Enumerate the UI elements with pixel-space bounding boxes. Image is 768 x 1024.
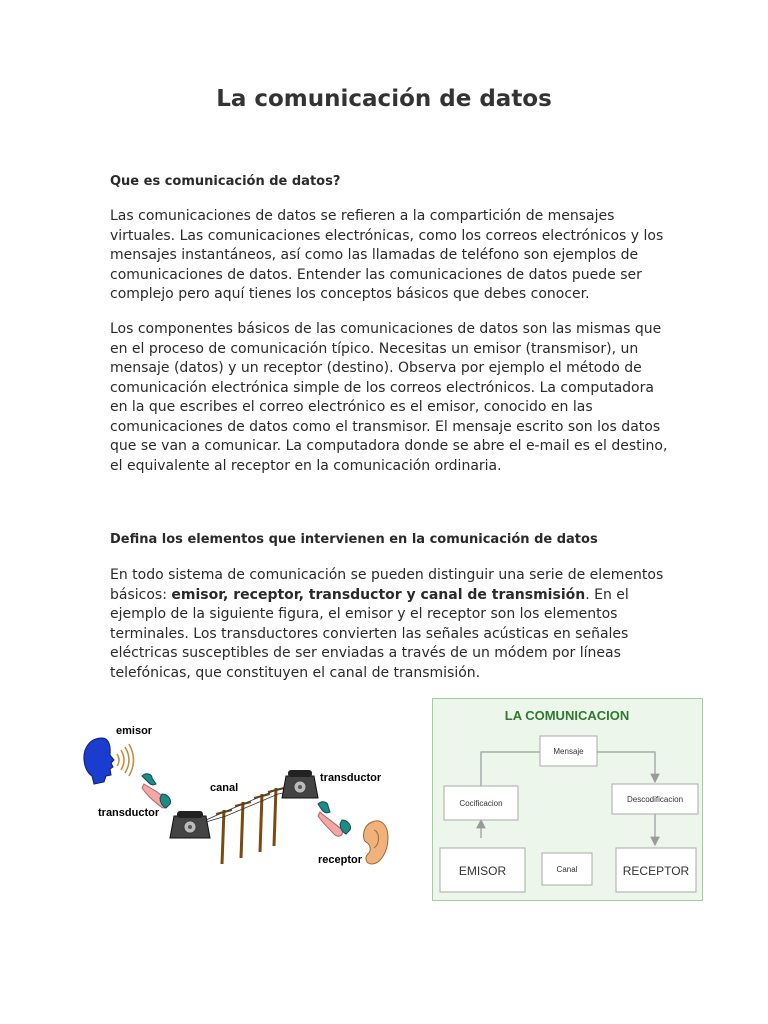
telephone-poles-icon (222, 788, 276, 864)
section-heading-what-is: Que es comunicación de datos? (110, 174, 341, 189)
paragraph-definition: Las comunicaciones de datos se refieren a la compartición de mensajes virtuales. Las comunicaciones electrónicas, como los correos electrónicos y los mensajes instantáneos, así como las llamadas de teléfono son ejemplos de comunicaciones de datos. Entender las comunicaciones de datos puede ser complejo pero aquí tienes los conceptos básicos que debes conocer. (110, 208, 664, 302)
label-receptor: receptor (318, 854, 363, 866)
paragraph-elements-intro: En todo sistema de comunicación se pueden distinguir una serie de elementos básicos: (110, 567, 664, 603)
right-handset-icon (318, 802, 351, 836)
left-telephone-icon (170, 811, 210, 838)
label-transductor-right: transductor (320, 772, 382, 784)
left-handset-icon (142, 774, 171, 808)
diagram-title: LA COMUNICACION (504, 708, 630, 723)
label-emisor: emisor (116, 725, 153, 737)
document-title: La comunicación de datos (216, 86, 552, 112)
box-canal-label: Canal (556, 865, 578, 874)
box-codificacion-label: Cocificacion (459, 799, 503, 808)
label-canal: canal (210, 782, 239, 794)
sound-waves-icon (117, 744, 134, 776)
paragraph-elements-rest: . En el ejemplo de la siguiente figura, el emisor y el receptor son los elementos terminales. Los transductores convierten las señales acústicas en señales eléctricas susceptibles de ser enviadas a través de un módem por líneas telefónicas, que constituyen el canal de transmisión. (110, 586, 629, 681)
paragraph-elements (110, 566, 670, 683)
section-heading-elements: Defina los elementos que intervienen en la comunicación de datos (110, 532, 598, 547)
box-emisor-label: EMISOR (458, 864, 507, 878)
box-descodificacion-label: Descodificacion (626, 795, 684, 804)
communication-diagram (432, 698, 703, 901)
paragraph-elements-bold: emisor, receptor, transductor y canal de transmisión (171, 586, 586, 603)
right-telephone-icon (282, 770, 318, 798)
receptor-ear-icon (364, 821, 388, 864)
box-receptor-label: RECEPTOR (622, 864, 690, 878)
emisor-head-icon (84, 738, 114, 784)
paragraph-components: Los componentes básicos de las comunicaciones de datos son las mismas que en el proceso de comunicación típico. Necesitas un emisor (transmisor), un mensaje (datos) y un receptor (destino). Observa por ejemplo el método de comunicación electrónica simple de los correos electrónicos. La computadora en la que escribes el correo electrónico es el emisor, conocido en las comunicaciones de datos como el transmisor. El mensaje escrito son los datos que se van a comunicar. La computadora donde se abre el e-mail es el destino, el equivalente al receptor en la comunicación ordinaria. (110, 321, 668, 474)
telephone-communication-figure (80, 712, 415, 877)
label-transductor-left: transductor (98, 807, 160, 819)
box-mensaje-label: Mensaje (553, 747, 584, 756)
